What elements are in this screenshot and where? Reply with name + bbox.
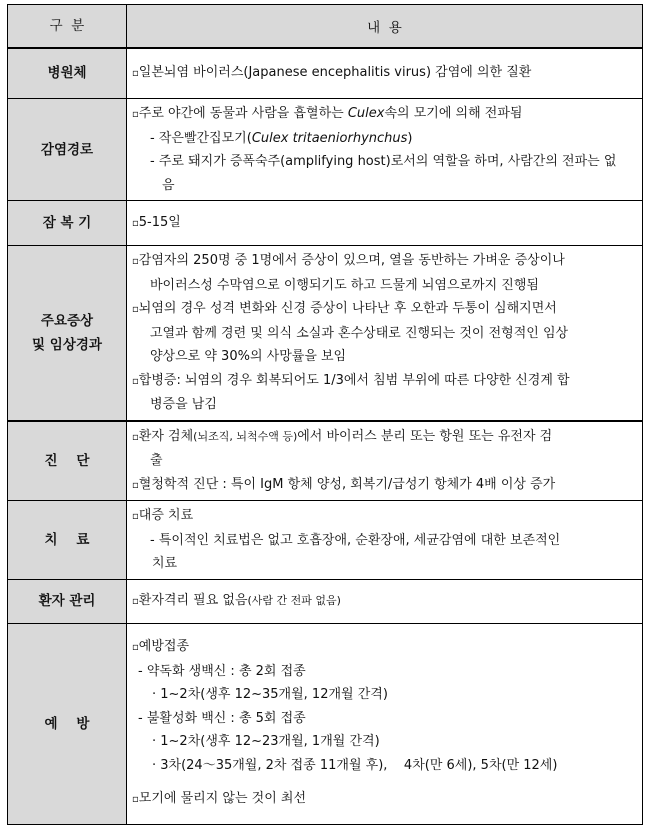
row-symptoms bbox=[8, 246, 643, 421]
row-incubation bbox=[8, 201, 643, 246]
label-route: 감염경로 bbox=[8, 99, 127, 201]
label-treatment: 치 료 bbox=[8, 501, 127, 580]
row-diagnosis bbox=[8, 421, 643, 501]
row-treatment bbox=[8, 501, 643, 580]
content-prevention: ▫예방접종 - 약독화 생백신 : 총 2회 접종 · 1~2차(생후 12~35개월, 12개월 간격) - 불활성화 백신 : 총 5회 접종 · 1~2차(생후 12~23개월, 1개월 간격) · 3차(24〜35개월, 2차 접종 11개월 후), 4차(만 6세), 5차(만 12세) ▫모기에 물리지 않는 것이 최선 bbox=[127, 623, 643, 824]
info-table bbox=[7, 4, 643, 825]
row-prevention bbox=[8, 623, 643, 824]
label-management: 환자 관리 bbox=[8, 579, 127, 623]
row-route bbox=[8, 99, 643, 201]
row-pathogen bbox=[8, 48, 643, 99]
row-management bbox=[8, 579, 643, 623]
label-incubation: 잠 복 기 bbox=[8, 201, 127, 246]
label-symptoms: 주요증상 및 임상경과 bbox=[8, 246, 127, 421]
label-diagnosis: 진 단 bbox=[8, 421, 127, 501]
header-col2: 내 용 bbox=[127, 5, 643, 48]
content-route: ▫주로 야간에 동물과 사람을 흡혈하는 Culex속의 모기에 의해 전파됨 - 작은빨간집모기(Culex tritaeniorhynchus) - 주로 돼지가 증폭숙주(amplifying host)로서의 역할을 하며, 사람간의 전파는 없 음 bbox=[127, 99, 643, 201]
header-row bbox=[8, 5, 643, 48]
label-prevention: 예 방 bbox=[8, 623, 127, 824]
content-incubation: ▫5-15일 bbox=[127, 201, 643, 246]
content-management: ▫환자격리 필요 없음(사람 간 전파 없음) bbox=[127, 579, 643, 623]
label-pathogen: 병원체 bbox=[8, 48, 127, 99]
content-diagnosis: ▫환자 검체(뇌조직, 뇌척수액 등)에서 바이러스 분리 또는 항원 또는 유전자 검 출 ▫혈청학적 진단 : 특이 IgM 항체 양성, 회복기/급성기 항체가 4배 이상 증가 bbox=[127, 421, 643, 501]
header-col1: 구 분 bbox=[8, 5, 127, 48]
content-treatment: ▫대증 치료 - 특이적인 치료법은 없고 호흡장애, 순환장애, 세균감염에 대한 보존적인 치료 bbox=[127, 501, 643, 580]
content-symptoms: ▫감염자의 250명 중 1명에서 증상이 있으며, 열을 동반하는 가벼운 증상이나 바이러스성 수막염으로 이행되기도 하고 드물게 뇌염으로까지 진행됨 ▫뇌염의 경우 성격 변화와 신경 증상이 나타난 후 오한과 두통이 심해지면서 고열과 함께 경련 및 의식 소실과 혼수상태로 진행되는 것이 전형적인 임상 양상으로 약 30%의 사망률을 보임 ▫합병증: 뇌염의 경우 회복되어도 1/3에서 침범 부위에 따른 다양한 신경계 합 병증을 남김 bbox=[127, 246, 643, 421]
content-pathogen: ▫일본뇌염 바이러스(Japanese encephalitis virus) 감염에 의한 질환 bbox=[127, 48, 643, 99]
bullet-mark: ▫ bbox=[132, 68, 139, 79]
